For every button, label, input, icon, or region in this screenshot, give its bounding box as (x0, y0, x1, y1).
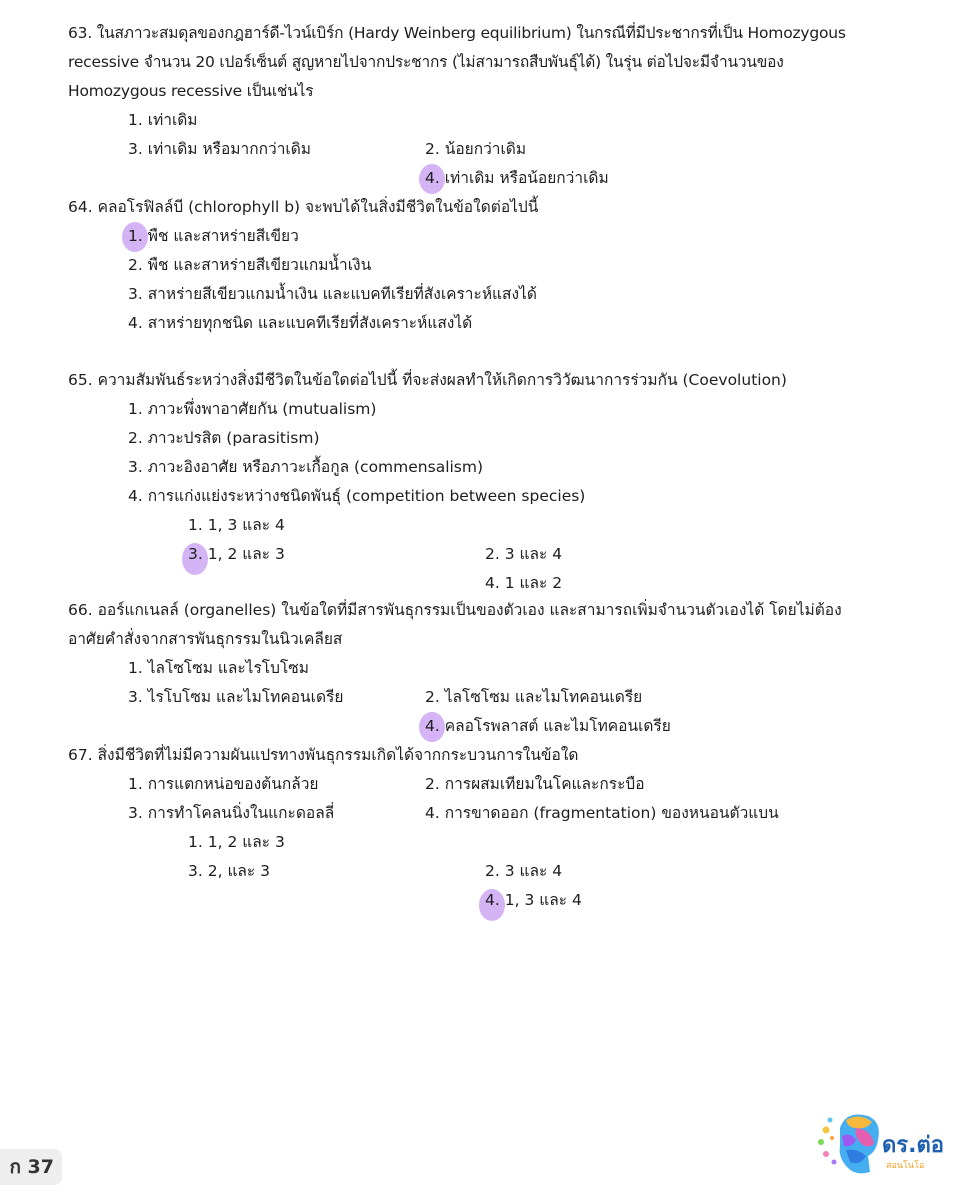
question-65 (68, 366, 868, 592)
question-stem: 65. ความสัมพันธ์ระหว่างสิ่งมีชีวิตในข้อใดต่อไปนี้ ที่จะส่งผลทำให้เกิดการวิวัฒนาการร่วมกัน (Coevolution) (68, 371, 787, 389)
option-1[interactable]: 1. เท่าเดิม (128, 111, 198, 129)
option-4[interactable]: 4. สาหร่ายทุกชนิด และแบคทีเรียที่สังเคราะห์แสงได้ (128, 314, 473, 332)
option-3[interactable]: 3. ไรโบโซม และไมโทคอนเดรีย (128, 688, 344, 706)
option-1[interactable]: 1. ไลโซโซม และไรโบโซม (128, 659, 310, 677)
statement-row (68, 770, 868, 799)
question-64 (68, 193, 868, 338)
question-stem: 66. ออร์แกเนลล์ (organelles) ในข้อใดที่มีสารพันธุกรรมเป็นของตัวเอง และสามารถเพิ่มจำนวนตัวเองได้ โดยไม่ต้องอาศัยคำสั่งจากสารพันธุกรรมในนิวเคลียส (68, 601, 842, 648)
option-row (68, 683, 868, 735)
option-4-selected[interactable]: 4. เท่าเดิม หรือน้อยกว่าเดิม (425, 164, 959, 193)
option-1-selected[interactable]: 1. พืช และสาหร่ายสีเขียว (128, 222, 928, 251)
statement-1: 1. ภาวะพึ่งพาอาศัยกัน (mutualism) (128, 400, 377, 418)
option-2[interactable]: 2. ไลโซโซม และไมโทคอนเดรีย (425, 688, 643, 706)
statement-3: 3. ภาวะอิงอาศัย หรือภาวะเกื้อกูล (commensalism) (128, 458, 484, 476)
question-67 (68, 741, 868, 909)
option-4[interactable]: 4. 1 และ 2 (485, 574, 563, 592)
option-row (68, 540, 868, 592)
page-number-badge: ก 37 (0, 1149, 62, 1185)
statement-item (68, 395, 868, 424)
option-4-selected[interactable]: 4. 1, 3 และ 4 (485, 886, 959, 915)
option-row (68, 251, 868, 280)
question-stem: 63. ในสภาวะสมดุลของกฎฮาร์ดี-ไวน์เบิร์ก (Hardy Weinberg equilibrium) ในกรณีที่มีประชากรที่เป็น Homozygous recessive จำนวน 20 เปอร์เซ็นต์ สูญหายไปจากประชากร (ไม่สามารถสืบพันธุ์ได้) ในรุ่น ต่อไปจะมีจำนวนของ Homozygous recessive เป็นเช่นไร (68, 24, 846, 100)
option-2[interactable]: 2. น้อยกว่าเดิม (425, 140, 527, 158)
logo-head-icon (818, 1115, 879, 1174)
option-2[interactable]: 2. 3 และ 4 (485, 545, 563, 563)
option-row (68, 857, 868, 909)
statement-2: 2. ภาวะปรสิต (parasitism) (128, 429, 320, 447)
option-3[interactable]: 3. สาหร่ายสีเขียวแกมน้ำเงิน และแบคทีเรียที่สังเคราะห์แสงได้ (128, 285, 537, 303)
logo-subtext: สอนโนโอ (886, 1161, 925, 1171)
option-3-selected[interactable]: 3. 1, 2 และ 3 (188, 540, 959, 569)
statement-4: 4. การแก่งแย่งระหว่างชนิดพันธุ์ (competition between species) (128, 487, 586, 505)
question-stem: 64. คลอโรฟิลล์บี (chlorophyll b) จะพบได้ในสิ่งมีชีวิตในข้อใดต่อไปนี้ (68, 198, 539, 216)
question-63 (68, 19, 868, 187)
statement-item (68, 482, 868, 511)
logo-text: ดร.ต่อ (882, 1133, 944, 1158)
question-66 (68, 596, 868, 735)
option-1[interactable]: 1. 1, 2 และ 3 (188, 833, 285, 851)
option-row (68, 309, 868, 338)
option-3[interactable]: 3. 2, และ 3 (188, 862, 271, 880)
statement-item (68, 424, 868, 453)
statement-1: 1. การแตกหน่อของต้นกล้วย (128, 775, 319, 793)
option-1[interactable]: 1. 1, 3 และ 4 (188, 516, 285, 534)
option-3[interactable]: 3. เท่าเดิม หรือมากกว่าเดิม (128, 140, 311, 158)
statement-item (68, 453, 868, 482)
option-4-selected[interactable]: 4. คลอโรพลาสต์ และไมโทคอนเดรีย (425, 712, 959, 741)
option-row (68, 280, 868, 309)
brand-logo (816, 1110, 946, 1190)
option-row (68, 135, 868, 187)
statement-3: 3. การทำโคลนนิ่งในแกะดอลลี่ (128, 804, 335, 822)
statement-2: 2. การผสมเทียมในโคและกระบือ (425, 775, 645, 793)
question-stem: 67. สิ่งมีชีวิตที่ไม่มีความผันแปรทางพันธุกรรมเกิดได้จากกระบวนการในข้อใด (68, 746, 579, 764)
option-2[interactable]: 2. พืช และสาหร่ายสีเขียวแกมน้ำเงิน (128, 256, 372, 274)
statement-row (68, 799, 868, 828)
option-2[interactable]: 2. 3 และ 4 (485, 862, 563, 880)
statement-4: 4. การขาดออก (fragmentation) ของหนอนตัวแบน (425, 804, 779, 822)
option-row (68, 222, 868, 251)
